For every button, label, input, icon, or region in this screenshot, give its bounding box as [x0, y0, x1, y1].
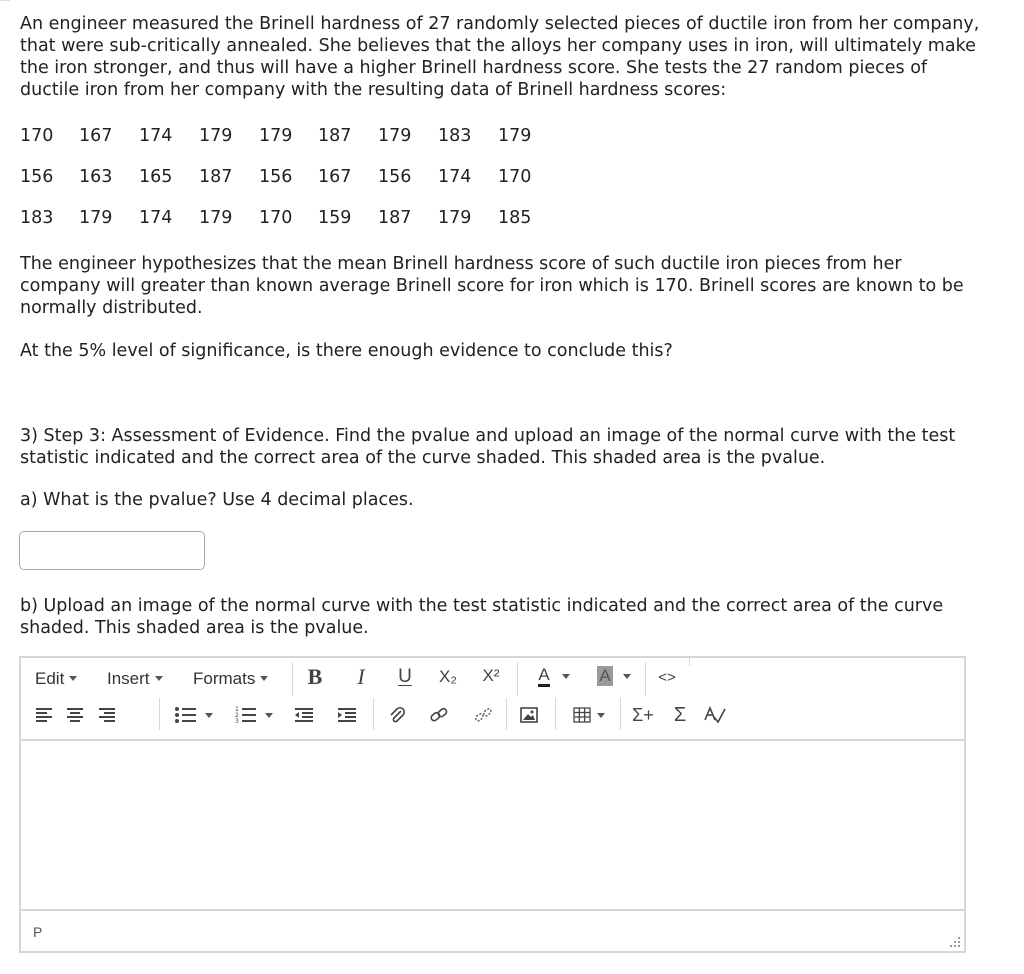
- rich-text-editor: [19, 656, 966, 953]
- toolbar-divider: [373, 698, 374, 730]
- svg-text:3: 3: [235, 718, 239, 724]
- data-value: 183: [438, 126, 472, 146]
- align-right-icon: [98, 707, 116, 723]
- equation-editor-button[interactable]: Σ+: [632, 704, 654, 725]
- chevron-down-icon: [260, 676, 268, 681]
- editor-content-area[interactable]: [21, 741, 964, 911]
- data-value: 179: [79, 208, 113, 228]
- chevron-down-icon: [205, 713, 213, 718]
- align-center-button[interactable]: [64, 702, 86, 728]
- attach-button[interactable]: [385, 702, 409, 728]
- formats-menu-label: Formats: [193, 669, 256, 688]
- data-value: 187: [378, 208, 412, 228]
- text-color-button[interactable]: [531, 663, 577, 689]
- toolbar-divider: [517, 662, 518, 696]
- data-value: 167: [318, 167, 352, 187]
- toolbar-divider: [292, 662, 293, 696]
- part-b-prompt: b) Upload an image of the normal curve with the test statistic indicated and the correct area of the curve shaded. This shaded area is the pvalue.: [20, 596, 944, 638]
- data-value: 156: [259, 167, 293, 187]
- source-code-button[interactable]: <>: [658, 668, 676, 686]
- data-value: 174: [139, 208, 173, 228]
- outdent-icon: [294, 707, 314, 723]
- subscript-button[interactable]: X₂: [439, 667, 457, 686]
- editor-toolbar: [21, 658, 964, 741]
- indent-icon: [337, 707, 357, 723]
- data-value: 167: [79, 126, 113, 146]
- chevron-down-icon: [623, 674, 631, 679]
- data-value: 174: [438, 167, 472, 187]
- insert-image-button[interactable]: [517, 702, 541, 728]
- data-value: 170: [498, 167, 532, 187]
- toolbar-divider: [159, 698, 160, 730]
- indent-button[interactable]: [335, 702, 359, 728]
- image-icon: [520, 707, 538, 723]
- accessibility-check-icon: [703, 705, 727, 725]
- svg-text:2: 2: [235, 712, 239, 719]
- bullet-list-button[interactable]: [171, 702, 217, 728]
- element-path[interactable]: P: [33, 924, 43, 940]
- bullet-list-icon: [175, 707, 197, 723]
- data-value: 179: [199, 208, 233, 228]
- resize-handle-icon[interactable]: [950, 937, 960, 947]
- outdent-button[interactable]: [292, 702, 316, 728]
- chevron-down-icon: [69, 676, 77, 681]
- edit-menu[interactable]: [35, 669, 77, 689]
- data-value: 163: [79, 167, 113, 187]
- data-value: 170: [20, 126, 54, 146]
- unlink-button[interactable]: [471, 702, 495, 728]
- data-value: 187: [318, 126, 352, 146]
- editor-statusbar: [21, 911, 964, 951]
- step3-instructions: 3) Step 3: Assessment of Evidence. Find the pvalue and upload an image of the normal curve with the test statistic indicated and the correct area of the curve shaded. This shaded area is the pvalue.: [20, 426, 956, 468]
- bold-button[interactable]: B: [307, 664, 323, 689]
- data-value: 170: [259, 208, 293, 228]
- data-value: 179: [199, 126, 233, 146]
- chevron-down-icon: [265, 713, 273, 718]
- table-icon: [573, 707, 591, 723]
- toolbar-divider: [620, 698, 621, 730]
- data-value: 185: [498, 208, 532, 228]
- significance-question: At the 5% level of significance, is there enough evidence to conclude this?: [20, 341, 673, 361]
- data-value: 179: [438, 208, 472, 228]
- math-button[interactable]: Σ: [673, 703, 687, 726]
- data-value: 179: [498, 126, 532, 146]
- text-color-label: A: [538, 666, 549, 687]
- paperclip-icon: [388, 706, 406, 724]
- svg-text:1: 1: [235, 706, 239, 713]
- background-color-label: A: [599, 666, 611, 685]
- link-icon: [429, 706, 449, 724]
- chevron-down-icon: [562, 674, 570, 679]
- align-left-button[interactable]: [33, 702, 55, 728]
- data-value: 179: [378, 126, 412, 146]
- insert-menu-label: Insert: [107, 669, 150, 688]
- hypothesis-text: The engineer hypothesizes that the mean Brinell hardness score of such ductile iron pieces from her company will greater than known average Brinell score for iron which is 170. Brinell scores are known to be normally distributed.: [20, 254, 964, 318]
- toolbar-divider: [645, 662, 646, 696]
- data-value: 156: [378, 167, 412, 187]
- unlink-icon: [473, 706, 493, 724]
- edit-menu-label: Edit: [35, 669, 65, 688]
- underline-button[interactable]: U: [398, 666, 412, 687]
- italic-button[interactable]: I: [357, 664, 365, 689]
- numbered-list-button[interactable]: [231, 702, 277, 728]
- align-left-icon: [35, 707, 53, 723]
- data-value: 183: [20, 208, 54, 228]
- data-value: 159: [318, 208, 352, 228]
- chevron-down-icon: [597, 713, 605, 718]
- pvalue-input[interactable]: [19, 531, 205, 570]
- background-color-button[interactable]: [591, 663, 637, 689]
- toolbar-divider: [689, 658, 690, 666]
- data-value: 165: [139, 167, 173, 187]
- part-a-prompt: a) What is the pvalue? Use 4 decimal places.: [20, 490, 414, 510]
- data-value: 187: [199, 167, 233, 187]
- accessibility-checker-button[interactable]: [701, 702, 729, 728]
- data-value: 179: [259, 126, 293, 146]
- formats-menu[interactable]: [193, 669, 268, 689]
- chevron-down-icon: [155, 676, 163, 681]
- toolbar-divider: [506, 698, 507, 730]
- insert-menu[interactable]: [107, 669, 163, 689]
- data-value: 156: [20, 167, 54, 187]
- align-right-button[interactable]: [96, 702, 118, 728]
- insert-table-button[interactable]: [567, 702, 611, 728]
- numbered-list-icon: [235, 706, 257, 724]
- align-center-icon: [66, 707, 84, 723]
- question-intro: An engineer measured the Brinell hardness of 27 randomly selected pieces of ductile iron from her company, that were sub-critically annealed. She believes that the alloys her company uses in iron, will ultimately make the iron stronger, and thus will have a higher Brinell hardness score. She tests the 27 random pieces of ductile iron from her company with the resulting data of Brinell hardness scores:: [20, 14, 980, 100]
- toolbar-divider: [555, 698, 556, 730]
- top-divider: [0, 0, 10, 1]
- superscript-button[interactable]: X²: [482, 666, 500, 685]
- insert-link-button[interactable]: [427, 702, 451, 728]
- data-value: 174: [139, 126, 173, 146]
